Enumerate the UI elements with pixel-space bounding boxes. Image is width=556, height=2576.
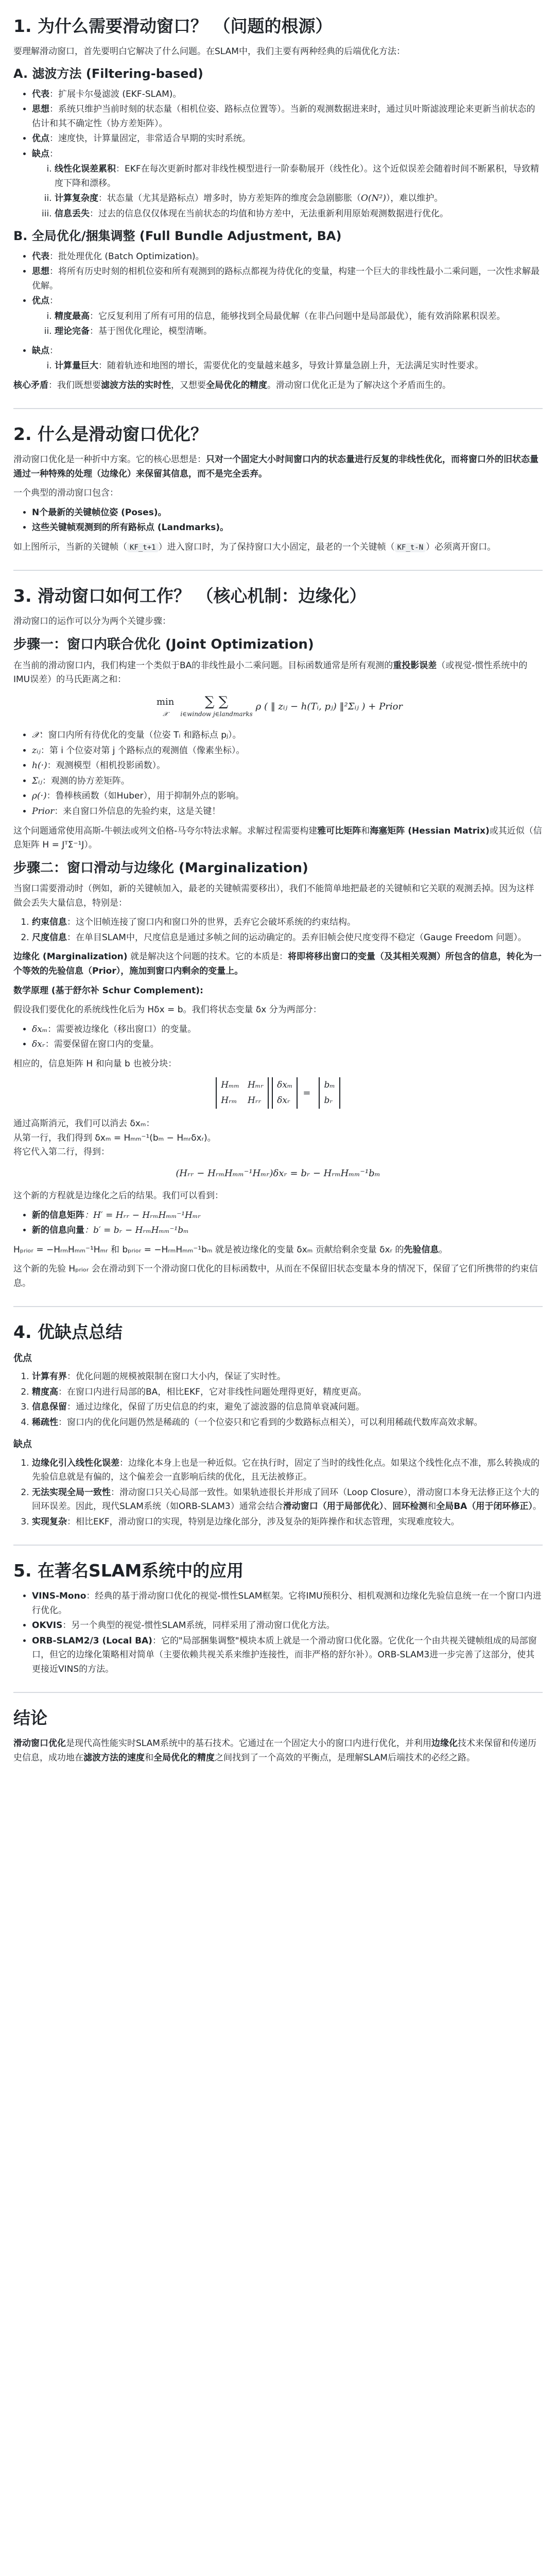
list-item: • Σᵢⱼ：观测的协方差矩阵。: [32, 774, 543, 789]
list-item: • Prior：来自窗口外信息的先验约束，这是关键！: [32, 805, 543, 819]
new-info-list: [13, 1209, 543, 1238]
gauss-line-1: 通过高斯消元，我们可以消去 δxₘ：: [13, 1118, 155, 1129]
systems-list: [13, 1589, 543, 1676]
conclusion-title: 结论: [13, 1708, 47, 1728]
section-2-sliding-note: 如上图所示，当新的关键帧（ KF_t+1 ）进入窗口时，为了保持窗口大小固定，最老的一个关键帧（ KF_t-N ）必须离开窗口。: [13, 541, 496, 552]
list-item: 3. 实现复杂：相比EKF，滑动窗口的实现，特别是边缘化部分，涉及复杂的矩阵操作和状态管理，实现难度较大。: [32, 1515, 543, 1530]
state-parts-list: [13, 1023, 543, 1052]
list-item: • ρ(·)：鲁棒核函数（如Huber），用于抑制外点的影响。: [32, 789, 543, 804]
ba-pros-list: [32, 310, 543, 339]
step-1-paragraph: 在当前的滑动窗口内，我们构建一个类似于BA的非线性最小二乘问题。目标函数通常是所有观测的重投影误差（或视觉-惯性系统中的IMU误差）的马氏距离之和：: [13, 660, 528, 685]
variable-list: [13, 728, 543, 819]
list-item: • 缺点： i. 计算量巨大：随着轨迹和地图的增长，需要优化的变量越来越多，导致计算量急剧上升，无法满足实时性要求。: [32, 344, 543, 374]
list-item: • 思想：将所有历史时刻的相机位姿和所有观测到的路标点都视为待优化的变量，构建一个巨大的非线性最小二乘问题，一次性求解最优解。: [32, 265, 543, 293]
section-5-title: 5. 在著名SLAM系统中的应用: [13, 1561, 244, 1581]
list-item: 1. 约束信息：这个旧帧连接了窗口内和窗口外的世界，丢弃它会破坏系统的约束结构。: [32, 916, 543, 930]
step-1-title: 步骤一：窗口内联合优化 (Joint Optimization): [13, 636, 314, 652]
subsection-a-title: A. 滤波方法 (Filtering-based): [13, 66, 203, 81]
list-item: ii. 计算复杂度：状态量（尤其是路标点）增多时，协方差矩阵的维度会急剧膨胀（O(N²)），难以维护。: [55, 192, 543, 206]
list-item: 2. 无法实现全局一致性：滑动窗口只关心局部一致性。如果轨迹很长并形成了回环（Loop Closure），滑动窗口本身无法修正这个大的回环误差。因此，现代SLAM系统（如ORB-SLAM3）通常会结合滑动窗口（用于局部优化）、回环检测和全局BA（用于闭环修正）。: [32, 1486, 543, 1514]
section-3-title: 3. 滑动窗口如何工作？ （核心机制：边缘化）: [13, 586, 367, 606]
filter-list: [13, 88, 543, 222]
divider: [13, 570, 543, 571]
filter-cons-list: [32, 162, 543, 221]
block-paragraph: 相应的，信息矩阵 H 和向量 b 也被分块：: [13, 1058, 177, 1069]
window-contents-list: [13, 506, 543, 535]
divider: [13, 1306, 543, 1307]
list-item: • 优点： i. 精度最高：它反复利用了所有可用的信息，能够找到全局最优解（在非凸问题中是局部最优），能有效消除累积误差。 ii. 理论完备：基于图优化理论，模型清晰。: [32, 294, 543, 339]
list-item: • zᵢⱼ：第 i 个位姿对第 j 个路标点的观测值（像素坐标）。: [32, 744, 543, 758]
marginalization-definition: 边缘化 (Marginalization) 就是解决这个问题的技术。它的本质是：将即将移出窗口的变量（及其相关观测）所包含的信息，转化为一个等效的先验信息（Prior），施加到窗口内剩余的变量上。: [13, 952, 542, 977]
list-item: • δxᵣ：需要保留在窗口内的变量。: [32, 1038, 543, 1052]
list-item: • 优点：速度快，计算量固定，非常适合早期的实时系统。: [32, 132, 543, 146]
b-vector: bₘ bᵣ: [319, 1077, 340, 1109]
cons-title: 缺点: [13, 1439, 32, 1450]
section-2-window-contents: 一个典型的滑动窗口包含：: [13, 488, 118, 499]
list-item: • 缺点： i. 线性化误差累积：EKF在每次更新时都对非线性模型进行一阶泰勒展开（线性化）。这个近似误差会随着时间不断累积，导致精度下降和漂移。 ii. 计算复杂度：状态量（尤其是路标点）增多时，协方差矩阵的维度会急剧膨胀（O(N²)），难以维护。 iii. 信息丢失：过去的信息仅仅体现在当前状态的均值和协方差中，无法重新利用原始观测数据进行优化。: [32, 147, 543, 222]
section-1-title: 1. 为什么需要滑动窗口？ （问题的根源）: [13, 16, 333, 36]
list-item: 1. 计算有界：优化问题的规模被限制在窗口大小内，保证了实时性。: [32, 1370, 543, 1384]
delta-x-vector: δxₘ δxᵣ: [272, 1077, 298, 1109]
subsection-b-title: B. 全局优化/捆集调整 (Full Bundle Adjustment, BA): [13, 229, 342, 244]
section-1-intro: 要理解滑动窗口，首先要明白它解决了什么问题。在SLAM中，我们主要有两种经典的后端优化方法：: [13, 46, 405, 57]
block-matrix-equation: Hₘₘ Hₘᵣ Hᵣₘ Hᵣᵣ δxₘ δxᵣ = bₘ bᵣ: [13, 1077, 543, 1109]
list-item: i. 线性化误差累积：EKF在每次更新时都对非线性模型进行一阶泰勒展开（线性化）。这个近似误差会随着时间不断累积，导致精度下降和漂移。: [55, 162, 543, 191]
section-2-definition: 滑动窗口优化是一种折中方案。它的核心思想是：只对一个固定大小时间窗口内的状态量进行反复的非线性优化，而将窗口外的旧状态量通过一种特殊的处理（边缘化）来保留其信息，而不是完全丢弃。: [13, 454, 538, 479]
schur-paragraph: 假设我们要优化的系统线性化后为 Hδx = b。我们将状态变量 δx 分为两部分：: [13, 1005, 322, 1015]
list-item: • 新的信息矩阵：H′ = Hᵣᵣ − HᵣₘHₘₘ⁻¹Hₘᵣ: [32, 1209, 543, 1223]
list-item: 2. 精度高：在窗口内进行局部的BA，相比EKF，它对非线性问题处理得更好，精度更高。: [32, 1385, 543, 1400]
list-item: 4. 稀疏性：窗口内的优化问题仍然是稀疏的（一个位姿只和它看到的少数路标点相关），可以利用稀疏代数库高效求解。: [32, 1416, 543, 1430]
divider: [13, 1545, 543, 1546]
list-item: iii. 信息丢失：过去的信息仅仅体现在当前状态的均值和协方差中，无法重新利用原始观测数据进行优化。: [55, 207, 543, 222]
hessian-block-matrix: Hₘₘ Hₘᵣ Hᵣₘ Hᵣᵣ: [216, 1077, 269, 1109]
list-item: • δxₘ：需要被边缘化（移出窗口）的变量。: [32, 1023, 543, 1037]
conclusion-paragraph: 滑动窗口优化是现代高性能实时SLAM系统中的基石技术。它通过在一个固定大小的窗口内进行优化，并利用边缘化技术来保留和传递历史信息，成功地在滤波方法的速度和全局优化的精度之间找到了一个高效的平衡点，是理解SLAM后端技术的必经之路。: [13, 1738, 536, 1763]
list-item: 3. 信息保留：通过边缘化，保留了历史信息的约束，避免了滤波器的信息简单衰减问题。: [32, 1400, 543, 1415]
list-item: • h(·)：观测模型（相机投影函数）。: [32, 759, 543, 773]
pros-title: 优点: [13, 1353, 32, 1364]
list-item: • ORB-SLAM2/3 (Local BA)：它的"局部捆集调整"模块本质上就是一个滑动窗口优化器。它优化一个由共视关键帧组成的局部窗口，但它的边缘化策略相对简单（主要依赖共视关系来维护连接性，而非严格的舒尔补）。ORB-SLAM3进一步完善了这部分，使其更接近VINS的方法。: [32, 1634, 543, 1677]
cons-list: [13, 1456, 543, 1530]
list-item: • 这些关键帧观测到的所有路标点 (Landmarks)。: [32, 521, 543, 535]
step-2-title: 步骤二：窗口滑动与边缘化 (Marginalization): [13, 860, 308, 876]
divider: [13, 408, 543, 409]
core-conflict: 核心矛盾：我们既想要滤波方法的实时性，又想要全局优化的精度。滑动窗口优化正是为了解决这个矛盾而生的。: [13, 380, 451, 391]
list-item: • VINS-Mono：经典的基于滑动窗口优化的视觉-惯性SLAM框架。它将IMU预积分、相机观测和边缘化先验信息统一在一个窗口内进行优化。: [32, 1589, 543, 1618]
pros-list: [13, 1370, 543, 1430]
list-item: • N个最新的关键帧位姿 (Poses)。: [32, 506, 543, 520]
new-system-paragraph: 这个新的方程就是边缘化之后的结果。我们可以看到：: [13, 1191, 223, 1201]
section-2-title: 2. 什么是滑动窗口优化？: [13, 424, 207, 445]
list-item: i. 精度最高：它反复利用了所有可用的信息，能够找到全局最优解（在非凸问题中是局部最优），能有效消除累积误差。: [55, 310, 543, 324]
list-item: 1. 边缘化引入线性化误差：边缘化本身上也是一种近似。它在执行时，固定了当时的线性化点。如果这个线性化点不准，那么转换成的先验信息就是有偏的，这个偏差会一直影响后续的优化，且无法被修正。: [32, 1456, 543, 1485]
prior-final-paragraph: 这个新的先验 Hₚᵣᵢₒᵣ 会在滑动到下一个滑动窗口优化的目标函数中，从而在不保留旧状态变量本身的情况下，保留了它们所携带的约束信息。: [13, 1264, 538, 1289]
ba-cons-list: [32, 359, 543, 374]
code-inline: KF_t+1: [127, 543, 159, 552]
list-item: • OKVIS：另一个典型的视觉-惯性SLAM系统，同样采用了滑动窗口优化方法。: [32, 1619, 543, 1633]
list-item: • 思想：系统只维护当前时刻的状态量（相机位姿、路标点位置等）。当新的观测数据进来时，通过贝叶斯滤波理论来更新当前状态的估计和其不确定性（协方差矩阵）。: [32, 103, 543, 131]
divider: [13, 1692, 543, 1693]
list-item: ii. 理论完备：基于图优化理论，模型清晰。: [55, 325, 543, 339]
info-loss-list: [13, 916, 543, 945]
step-1-solver-note: 这个问题通常使用高斯-牛顿法或列文伯格-马夸尔特法求解。求解过程需要构建雅可比矩阵和海塞矩阵 (Hessian Matrix)或其近似（信息矩阵 H = JᵀΣ⁻¹J）。: [13, 825, 542, 851]
section-4-title: 4. 优缺点总结: [13, 1322, 123, 1343]
schur-title: 数学原理 (基于舒尔补 Schur Complement):: [13, 985, 203, 996]
list-item: • 代表：扩展卡尔曼滤波 (EKF-SLAM)。: [32, 88, 543, 102]
objective-equation: min 𝒳 ∑ ∑ i∈window j∈landmarks ρ ( ‖ zᵢⱼ − h(Tᵢ, pⱼ) ‖²Σᵢⱼ ) + Prior: [156, 694, 403, 718]
step-2-paragraph: 当窗口需要滑动时（例如，新的关键帧加入，最老的关键帧需要移出），我们不能简单地把最老的关键帧和它关联的观测丢掉。因为这样做会丢失大量信息，特别是：: [13, 884, 534, 908]
list-item: i. 计算量巨大：随着轨迹和地图的增长，需要优化的变量越来越多，导致计算量急剧上升，无法满足实时性要求。: [55, 359, 543, 374]
prior-paragraph: Hₚᵣᵢₒᵣ = −HᵣₘHₘₘ⁻¹Hₘᵣ 和 bₚᵣᵢₒᵣ = −HᵣₘHₘₘ⁻¹bₘ 就是被边缘化的变量 δxₘ 贡献给剩余变量 δxᵣ 的先验信息。: [13, 1244, 448, 1255]
list-item: • 𝒳：窗口内所有待优化的变量（位姿 Tᵢ 和路标点 pⱼ）。: [32, 728, 543, 743]
gauss-line-3: 将它代入第二行，得到：: [13, 1147, 110, 1158]
list-item: 2. 尺度信息：在单目SLAM中，尺度信息是通过多帧之间的运动确定的。丢弃旧帧会使尺度变得不稳定（Gauge Freedom 问题）。: [32, 931, 543, 945]
schur-equation: (Hᵣᵣ − HᵣₘHₘₘ⁻¹Hₘᵣ)δxᵣ = bᵣ − HᵣₘHₘₘ⁻¹bₘ: [176, 1167, 380, 1179]
list-item: • 新的信息向量：b′ = bᵣ − HᵣₘHₘₘ⁻¹bₘ: [32, 1224, 543, 1238]
list-item: • 代表：批处理优化 (Batch Optimization)。: [32, 250, 543, 264]
ba-list: [13, 250, 543, 374]
code-inline: KF_t-N: [395, 543, 426, 552]
section-3-intro: 滑动窗口的运作可以分为两个关键步骤：: [13, 616, 171, 627]
gauss-line-2: 从第一行，我们得到 δxₘ = Hₘₘ⁻¹(bₘ − Hₘᵣδxᵣ)。: [13, 1132, 216, 1143]
